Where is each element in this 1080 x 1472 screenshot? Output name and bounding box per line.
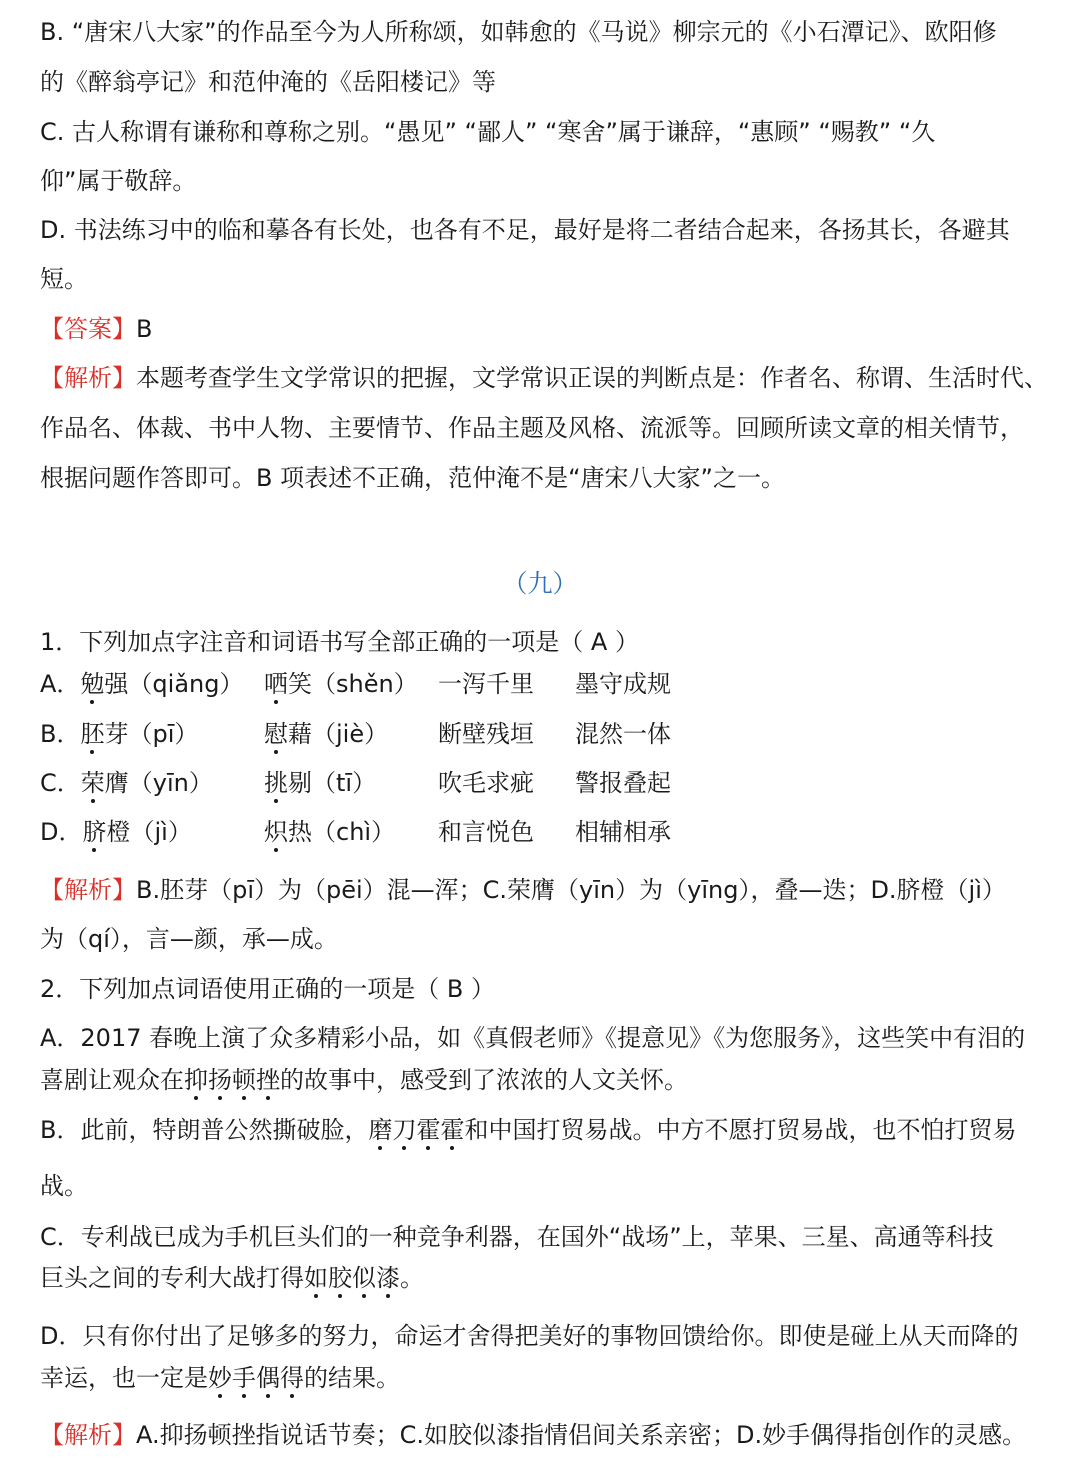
dotted-char: 如 bbox=[304, 1264, 328, 1292]
dotted-char: 脐 bbox=[82, 818, 107, 846]
option-word-rest: 膺（yīn） bbox=[104, 769, 213, 797]
dotted-char: 偶 bbox=[256, 1364, 280, 1392]
analysis-text: B.胚芽（pī）为（pēi）混—浑；C.荣膺（yīn）为（yīng），叠—迭；D.脐橙（jì） bbox=[136, 876, 1006, 904]
q2-analysis-line bbox=[40, 1419, 1050, 1451]
analysis-line-1 bbox=[40, 362, 1050, 394]
q2-option-c-line-2: 巨头之间的专利大战打得如胶似漆。 bbox=[40, 1264, 424, 1292]
dotted-char: 顿 bbox=[232, 1066, 256, 1094]
dotted-char: 得 bbox=[280, 1364, 304, 1392]
analysis-tag: 【解析】 bbox=[40, 364, 136, 392]
dotted-char: 手 bbox=[232, 1364, 256, 1392]
q1-stem: 1．下列加点字注音和词语书写全部正确的一项是（ A ） bbox=[40, 628, 639, 656]
q2-option-b-line-1: B．此前，特朗普公然撕破脸，磨刀霍霍和中国打贸易战。中方不愿打贸易战，也不怕打贸易 bbox=[40, 1116, 1017, 1144]
option-b-line-2: 的《醉翁亭记》和范仲淹的《岳阳楼记》等 bbox=[40, 68, 496, 96]
q1-analysis-line-1 bbox=[40, 874, 1050, 906]
option-letter: B． bbox=[40, 720, 81, 748]
analysis-line-3: 根据问题作答即可。B 项表述不正确，范仲淹不是“唐宋八大家”之一。 bbox=[40, 464, 785, 492]
answer-tag: 【答案】 bbox=[40, 315, 136, 343]
dotted-char: 炽 bbox=[264, 818, 288, 846]
q2-option-d-line-2: 幸运，也一定是妙手偶得的结果。 bbox=[40, 1364, 400, 1392]
section-title: （九） bbox=[502, 569, 578, 598]
q2-option-a-line-1: A．2017 春晚上演了众多精彩小品，如《真假老师》《提意见》《为您服务》，这些笑中有泪的 bbox=[40, 1024, 1026, 1052]
option-letter: D． bbox=[40, 818, 83, 846]
dotted-word bbox=[184, 1066, 280, 1094]
dotted-char: 漆 bbox=[376, 1264, 400, 1292]
option-c-line-2: 仰”属于敬辞。 bbox=[40, 167, 197, 195]
option-word-rest: 剔（tī） bbox=[288, 769, 377, 797]
dotted-char: 扬 bbox=[208, 1066, 232, 1094]
option-b-line-1: B. “唐宋八大家”的作品至今为人所称颂，如韩愈的《马说》柳宗元的《小石潭记》、欧阳修 bbox=[40, 18, 997, 46]
option-word-rest: 芽（pī） bbox=[104, 720, 199, 748]
option-d-line-2: 短。 bbox=[40, 265, 88, 293]
option-idiom-1: 一泻千里 bbox=[438, 670, 534, 698]
option-letter: C． bbox=[40, 769, 81, 797]
answer-value: B bbox=[136, 315, 153, 343]
dotted-char: 胚 bbox=[80, 720, 105, 748]
option-word-rest: 橙（jì） bbox=[106, 818, 192, 846]
option-word-rest: 笑（shěn） bbox=[288, 670, 418, 698]
option-word-rest: 强（qiǎng） bbox=[104, 670, 244, 698]
q2-option-c-line-1: C．专利战已成为手机巨头们的一种竞争利器，在国外“战场”上，苹果、三星、高通等科技 bbox=[40, 1223, 994, 1251]
dotted-word bbox=[368, 1116, 464, 1144]
dotted-char: 似 bbox=[352, 1264, 376, 1292]
option-idiom-1: 吹毛求疵 bbox=[438, 769, 534, 797]
dotted-char: 妙 bbox=[208, 1364, 232, 1392]
q2-option-b-line-2: 战。 bbox=[40, 1172, 88, 1200]
dotted-char: 胶 bbox=[328, 1264, 352, 1292]
option-idiom-2: 墨守成规 bbox=[575, 670, 671, 698]
q2-stem: 2．下列加点词语使用正确的一项是（ B ） bbox=[40, 975, 495, 1003]
dotted-char: 荣 bbox=[80, 769, 105, 797]
option-idiom-1: 和言悦色 bbox=[438, 818, 534, 846]
analysis-tag: 【解析】 bbox=[40, 876, 136, 904]
dotted-char: 刀 bbox=[392, 1116, 417, 1144]
option-letter: A． bbox=[40, 670, 81, 698]
q1-analysis-line-2: 为（qí），言—颜，承—成。 bbox=[40, 925, 338, 953]
analysis-text: A.抑扬顿挫指说话节奏；C.如胶似漆指情侣间关系亲密；D.妙手偶得指创作的灵感。 bbox=[136, 1421, 1027, 1449]
dotted-char: 挑 bbox=[264, 769, 288, 797]
option-idiom-2: 相辅相承 bbox=[575, 818, 671, 846]
dotted-char: 挫 bbox=[256, 1066, 280, 1094]
option-idiom-2: 警报叠起 bbox=[575, 769, 671, 797]
option-d-line-1: D. 书法练习中的临和摹各有长处，也各有不足，最好是将二者结合起来，各扬其长，各避其 bbox=[40, 216, 1010, 244]
option-idiom-2: 混然一体 bbox=[575, 720, 671, 748]
analysis-line-2: 作品名、体裁、书中人物、主要情节、作品主题及风格、流派等。回顾所读文章的相关情节， bbox=[40, 414, 1024, 442]
q2-option-d-line-1: D．只有你付出了足够多的努力，命运才舍得把美好的事物回馈给你。即使是碰上从天而降的 bbox=[40, 1322, 1019, 1350]
option-c-line-1: C. 古人称谓有谦称和尊称之别。“愚见” “鄙人” “寒舍”属于谦辞，“惠顾” “赐教” “久 bbox=[40, 118, 936, 146]
dotted-char: 磨 bbox=[368, 1116, 393, 1144]
option-word-rest: 藉（jiè） bbox=[288, 720, 389, 748]
dotted-char: 霍 bbox=[416, 1116, 441, 1144]
analysis-text: 本题考查学生文学常识的把握，文学常识正误的判断点是：作者名、称谓、生活时代、 bbox=[136, 364, 1048, 392]
q2-option-a-line-2: 喜剧让观众在抑扬顿挫的故事中，感受到了浓浓的人文关怀。 bbox=[40, 1066, 688, 1094]
dotted-char: 霍 bbox=[440, 1116, 465, 1144]
dotted-char: 抑 bbox=[184, 1066, 208, 1094]
analysis-tag: 【解析】 bbox=[40, 1421, 136, 1449]
dotted-char: 哂 bbox=[264, 670, 288, 698]
option-idiom-1: 断壁残垣 bbox=[438, 720, 534, 748]
option-word-rest: 热（chì） bbox=[288, 818, 396, 846]
answer-line bbox=[40, 313, 1050, 345]
dotted-word bbox=[208, 1364, 304, 1392]
dotted-char: 慰 bbox=[264, 720, 288, 748]
dotted-char: 勉 bbox=[80, 670, 105, 698]
dotted-word bbox=[304, 1264, 400, 1292]
